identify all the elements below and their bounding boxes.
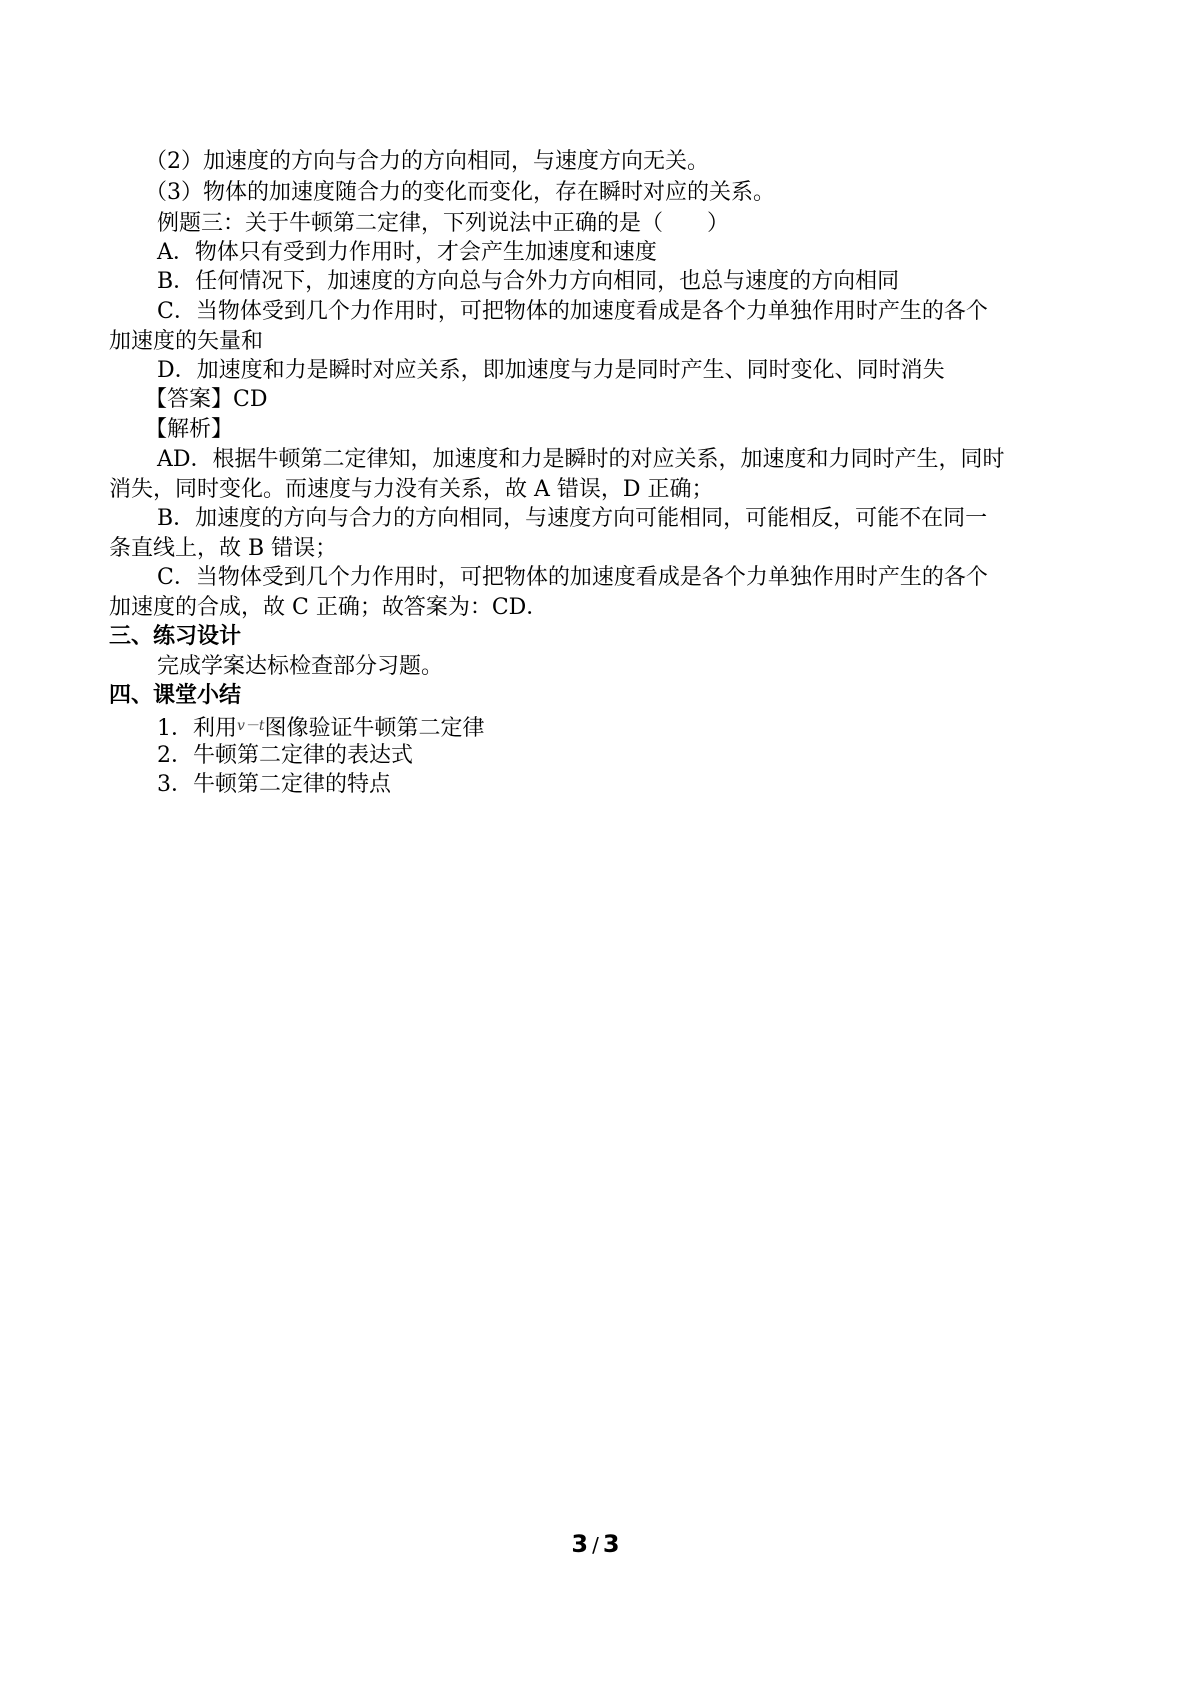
- summary-item-1-prefix: 1．利用: [157, 716, 237, 741]
- point-3: （3）物体的加速度随合力的变化而变化，存在瞬时对应的关系。: [145, 180, 775, 205]
- summary-item-3: 3．牛顿第二定律的特点: [157, 772, 391, 797]
- example-3-question: 例题三：关于牛顿第二定律，下列说法中正确的是（ ）: [157, 211, 730, 236]
- page-separator: /: [592, 1533, 599, 1557]
- analysis-label: 【解析】: [145, 417, 234, 442]
- current-page: 3: [571, 1530, 589, 1558]
- total-pages: 3: [602, 1530, 620, 1558]
- option-a: A．物体只有受到力作用时，才会产生加速度和速度: [157, 240, 657, 265]
- analysis-b-line-1: B．加速度的方向与合力的方向相同，与速度方向可能相同，可能相反，可能不在同一: [157, 506, 988, 531]
- option-c-line-1: C．当物体受到几个力作用时，可把物体的加速度看成是各个力单独作用时产生的各个: [157, 299, 988, 324]
- option-b: B．任何情况下，加速度的方向总与合外力方向相同，也总与速度的方向相同: [157, 269, 900, 294]
- vt-math-symbol: v－t: [237, 718, 265, 734]
- summary-item-2: 2．牛顿第二定律的表达式: [157, 743, 413, 768]
- analysis-ad-line-2: 消失，同时变化。而速度与力没有关系，故 A 错误，D 正确；: [109, 477, 714, 502]
- analysis-ad-line-1: AD．根据牛顿第二定律知，加速度和力是瞬时的对应关系，加速度和力同时产生，同时: [157, 447, 1005, 472]
- option-c-line-2: 加速度的矢量和: [109, 329, 264, 354]
- analysis-b-line-2: 条直线上，故 B 错误；: [109, 536, 338, 561]
- option-d: D．加速度和力是瞬时对应关系，即加速度与力是同时产生、同时变化、同时消失: [157, 358, 945, 383]
- answer-label: 【答案】CD: [145, 387, 268, 412]
- analysis-c-line-1: C．当物体受到几个力作用时，可把物体的加速度看成是各个力单独作用时产生的各个: [157, 565, 988, 590]
- page-number: [0, 1530, 1191, 1558]
- section-heading-summary: 四、课堂小结: [109, 683, 242, 708]
- analysis-c-line-2: 加速度的合成，故 C 正确；故答案为：CD．: [109, 595, 549, 620]
- practice-text: 完成学案达标检查部分习题。: [157, 654, 444, 679]
- section-heading-practice: 三、练习设计: [109, 624, 242, 649]
- point-2: （2）加速度的方向与合力的方向相同，与速度方向无关。: [145, 149, 709, 174]
- summary-item-1-suffix: 图像验证牛顿第二定律: [264, 716, 485, 741]
